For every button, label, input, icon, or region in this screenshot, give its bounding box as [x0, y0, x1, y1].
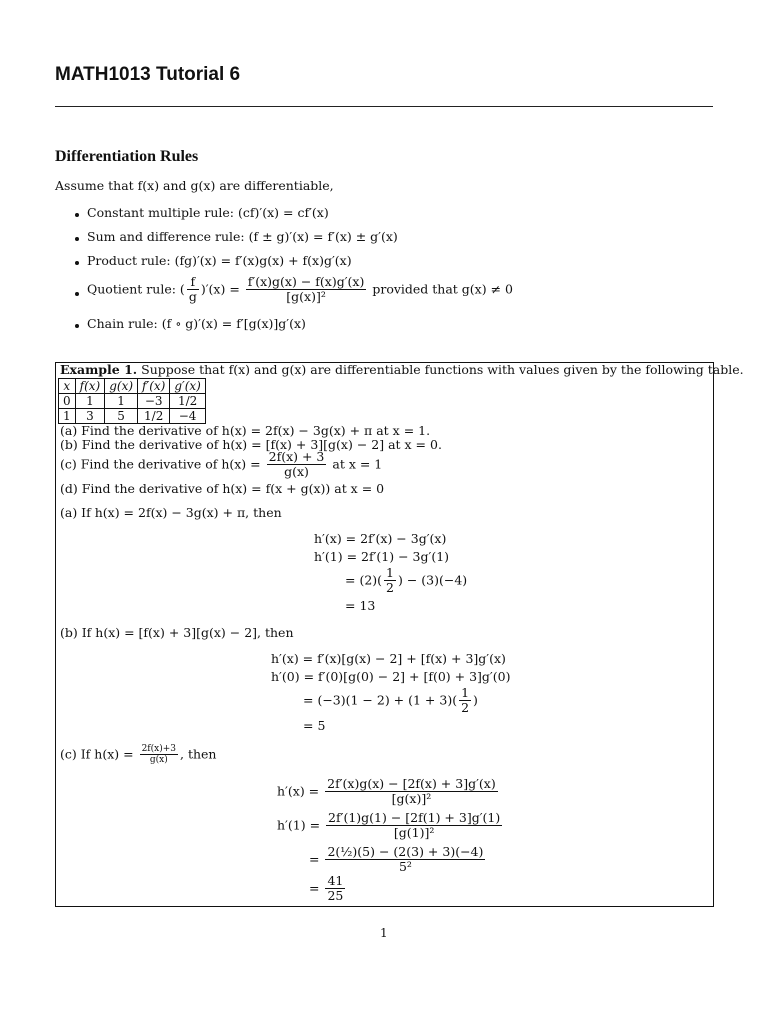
fraction: $\frac{f}{g}$ — [188, 274, 197, 305]
question-a: (a) Find the derivative of h(x) = 2f(x) − 3g(x) + π at x = 1. — [60, 423, 431, 438]
table-header: g′(x) — [170, 379, 206, 394]
page-number: 1 — [380, 926, 388, 940]
solution-a-intro: (a) If h(x) = 2f(x) − 3g(x) + π, then — [60, 505, 282, 520]
table-cell: 1/2 — [170, 394, 206, 409]
solution-b-intro: (b) If h(x) = [f(x) + 3][g(x) − 2], then — [60, 625, 294, 640]
solution-a-line: h′(1) = 2f′(1) − 3g′(1) — [314, 549, 450, 564]
fraction: $\frac{2f'(1)g(1) - [2f(1) + 3]g'(1)}{\text{[g(1)]²}}$ — [328, 810, 501, 841]
rule-item — [87, 275, 513, 305]
question-c-suffix: at x = 1 — [332, 456, 383, 472]
fraction: $\frac{1}{2}$ — [386, 565, 394, 596]
table-cell: 1 — [59, 409, 76, 424]
rule-item — [87, 205, 329, 220]
question-c — [60, 450, 382, 480]
solution-a-line: = (2)( $\frac{1}{2}$ ) − (3)(−4) — [345, 565, 468, 596]
section-title: Differentiation Rules — [55, 148, 199, 165]
bullet — [75, 261, 79, 265]
rule-formula: (f ± g)′(x) = f′(x) ± g′(x) — [248, 229, 398, 244]
fraction: $\frac{41}{25}$ — [327, 873, 344, 904]
table-cell: 3 — [75, 409, 105, 424]
solution-c-line: h′(1) = $\frac{2f'(1)g(1) - [2f(1) + 3]g'(1)}{\text{[g(1)]²}}$ — [277, 810, 501, 841]
table-cell: −3 — [138, 394, 170, 409]
table-cell: 1 — [75, 394, 105, 409]
table-cell: −4 — [170, 409, 206, 424]
bullet — [75, 213, 79, 217]
rule-lhs: )′(x) = — [200, 281, 240, 297]
solution-a-line: h′(x) = 2f′(x) − 3g′(x) — [314, 531, 447, 546]
rule-formula: (fg)′(x) = f′(x)g(x) + f(x)g′(x) — [174, 253, 352, 268]
values-table — [58, 378, 206, 424]
rule-item — [87, 253, 352, 268]
solution-c-result: = $\frac{41}{25}$ — [309, 873, 344, 904]
solution-b-result: = 5 — [303, 718, 326, 733]
question-d: (d) Find the derivative of h(x) = f(x + g(x)) at x = 0 — [60, 481, 385, 496]
solution-a-result: = 13 — [345, 598, 376, 613]
table-header: f(x) — [75, 379, 105, 394]
rule-suffix: provided that g(x) ≠ 0 — [372, 281, 513, 297]
solution-b-line: = (−3)(1 − 2) + (1 + 3)( $\frac{1}{2}$ ) — [303, 685, 478, 716]
rule-formula: (cf)′(x) = cf′(x) — [238, 205, 329, 220]
fraction: $\frac{1}{2}$ — [461, 685, 470, 716]
page-title: MATH1013 Tutorial 6 — [55, 64, 241, 85]
table-header: f′(x) — [138, 379, 170, 394]
rule-formula: (f ∘ g)′(x) = f′[g(x)]g′(x) — [161, 316, 306, 331]
question-b: (b) Find the derivative of h(x) = [f(x) + 3][g(x) − 2] at x = 0. — [60, 437, 442, 452]
table-row — [59, 394, 206, 409]
fraction: $\frac{2f(x) + 3}{g(x)}$ — [268, 449, 325, 480]
solution-c-line: h′(x) = $\frac{2f'(x)g(x) - [2f(x) + 3]g'(x)}{\text{[g(x)]²}}$ — [277, 776, 496, 807]
solution-b-line: h′(0) = f′(0)[g(0) − 2] + [f(0) + 3]g′(0) — [271, 669, 511, 684]
example-text: Suppose that f(x) and g(x) are differentiable functions with values given by the following table. — [141, 362, 744, 377]
rule-label: Chain rule: — [87, 316, 158, 331]
example-header — [60, 362, 744, 377]
section-intro: Assume that f(x) and g(x) are differentiable, — [55, 178, 334, 193]
rule-label: Constant multiple rule: — [87, 205, 235, 220]
paren: ( — [179, 281, 185, 297]
example-label: Example 1. — [60, 362, 138, 377]
solution-c-line: = $\frac{\text{2(½)(5) − (2(3) + 3)(−4)}}{\text{5²}}$ — [309, 844, 484, 875]
table-header: g(x) — [105, 379, 138, 394]
rule-item — [87, 316, 306, 331]
table-row — [59, 409, 206, 424]
rule-item — [87, 229, 398, 244]
rule-label: Product rule: — [87, 253, 171, 268]
bullet — [75, 237, 79, 241]
table-cell: 0 — [59, 394, 76, 409]
fraction: $\frac{\text{2(½)(5) − (2(3) + 3)(−4)}}{\text{5²}}$ — [327, 844, 484, 875]
title-divider — [55, 106, 713, 107]
bullet — [75, 324, 79, 328]
fraction: $\frac{2f(x)+3}{g(x)}$ — [141, 744, 176, 766]
table-cell: 5 — [105, 409, 138, 424]
bullet — [75, 292, 79, 296]
solution-c-intro: (c) If h(x) = $\frac{2f(x)+3}{g(x)}$ , then — [60, 744, 217, 766]
solution-b-line: h′(x) = f′(x)[g(x) − 2] + [f(x) + 3]g′(x) — [271, 651, 506, 666]
rule-label: Quotient rule: — [87, 281, 176, 297]
table-header-row — [59, 379, 206, 394]
rule-label: Sum and difference rule: — [87, 229, 245, 244]
question-c-prefix: (c) Find the derivative of h(x) = — [60, 456, 261, 472]
table-cell: 1/2 — [138, 409, 170, 424]
fraction: $\frac{2f'(x)g(x) - [2f(x) + 3]g'(x)}{\text{[g(x)]²}}$ — [327, 776, 496, 807]
table-cell: 1 — [105, 394, 138, 409]
fraction: $\frac{f'(x)g(x) - f(x)g'(x)}{\text{[g(x)]²}}$ — [247, 274, 365, 305]
table-header: x — [59, 379, 76, 394]
